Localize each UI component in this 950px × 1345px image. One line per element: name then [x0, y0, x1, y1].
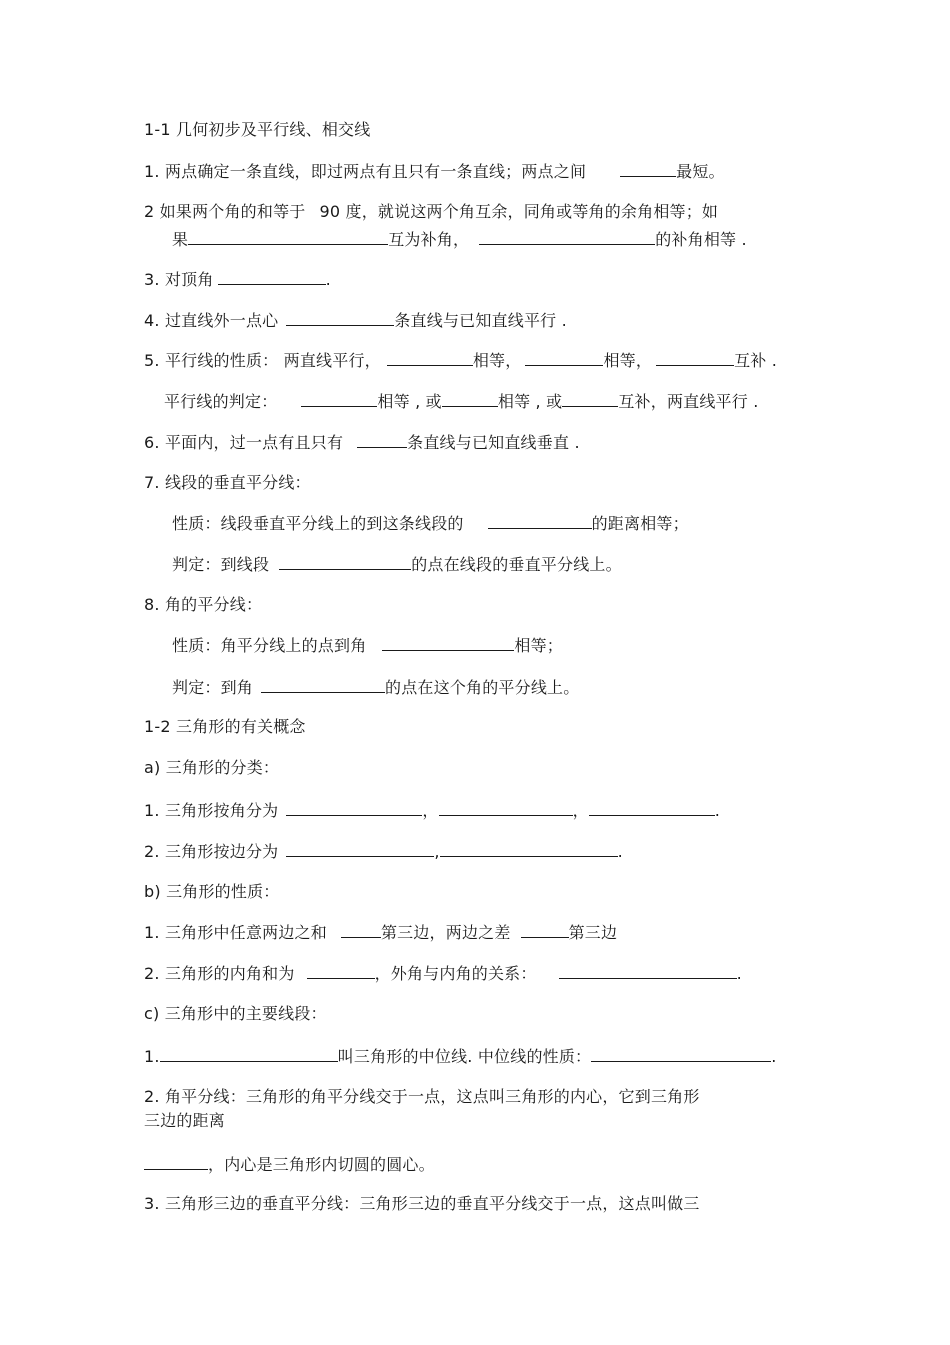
- blank-field[interactable]: [656, 350, 734, 366]
- item-5-text-b: 相等，: [472, 351, 522, 370]
- blank-field[interactable]: [261, 677, 385, 693]
- item-5b-text-c: 相等 , 或: [497, 392, 563, 411]
- blank-field[interactable]: [562, 391, 618, 407]
- subsection-c: c) 三角形中的主要线段：: [144, 1004, 327, 1023]
- item-b2-text: 2. 三角形的内角和为: [144, 964, 295, 983]
- item-c3: 3. 三角形三边的垂直平分线：三角形三边的垂直平分线交于一点，这点叫做三: [144, 1194, 700, 1213]
- blank-field[interactable]: [559, 963, 737, 979]
- item-4: [144, 310, 567, 331]
- item-8a-text: 性质：角平分线上的点到角: [172, 636, 367, 655]
- item-b1: [144, 922, 617, 943]
- blank-field[interactable]: [357, 432, 407, 448]
- item-8-judgement: [172, 677, 579, 698]
- blank-field[interactable]: [144, 1154, 208, 1170]
- item-b1-text-b: 第三边，两边之差: [380, 923, 511, 942]
- item-2-text-e: 的补角相等 .: [655, 230, 747, 249]
- item-a2-sep: ,: [434, 842, 440, 861]
- item-a1-end: .: [714, 801, 721, 820]
- blank-field[interactable]: [286, 800, 422, 816]
- item-5: [144, 350, 777, 371]
- item-b2-end: .: [736, 964, 742, 983]
- item-3: [144, 269, 331, 290]
- item-c1-num: 1.: [144, 1047, 160, 1066]
- item-b2: [144, 963, 742, 984]
- blank-field[interactable]: [218, 269, 326, 285]
- item-c1: [144, 1046, 777, 1067]
- blank-field[interactable]: [286, 841, 434, 857]
- item-5b-text-b: 相等 , 或: [377, 392, 442, 411]
- item-1: [144, 161, 725, 182]
- blank-field[interactable]: [620, 161, 676, 177]
- item-7: 7. 线段的垂直平分线：: [144, 473, 311, 492]
- item-c1-end: .: [771, 1047, 777, 1066]
- item-b1-end: 第三边: [568, 923, 618, 942]
- item-8: 8. 角的平分线：: [144, 595, 263, 614]
- item-5-text: 5. 平行线的性质： 两直线平行，: [144, 351, 381, 370]
- blank-field[interactable]: [442, 391, 498, 407]
- item-2-text: 2 如果两个角的和等于: [144, 202, 306, 221]
- blank-field[interactable]: [160, 1046, 338, 1062]
- subsection-b: b) 三角形的性质：: [144, 882, 280, 901]
- item-a1-sep-2: ，: [572, 801, 589, 820]
- item-b2-text-b: ，外角与内角的关系：: [374, 964, 537, 983]
- item-4-end: 条直线与已知直线平行 .: [394, 311, 567, 330]
- item-6: [144, 432, 580, 453]
- item-a1-text: 1. 三角形按角分为: [144, 801, 279, 820]
- item-7b-text: 判定：到线段: [172, 555, 270, 574]
- item-6-text: 6. 平面内，过一点有且只有: [144, 433, 344, 452]
- blank-field[interactable]: [341, 922, 381, 938]
- item-8-property: [172, 635, 563, 656]
- item-5-text-d: 互补 .: [734, 351, 778, 370]
- item-2-text-c: 果: [172, 230, 189, 249]
- item-5b-text: 平行线的判定：: [164, 392, 278, 411]
- item-7a-text: 性质：线段垂直平分线上的到这条线段的: [172, 514, 464, 533]
- blank-field[interactable]: [479, 229, 655, 245]
- blank-field[interactable]: [387, 350, 473, 366]
- section-title-1-1: 1-1 几何初步及平行线、相交线: [144, 120, 371, 139]
- item-6-end: 条直线与已知直线垂直 .: [407, 433, 580, 452]
- blank-field[interactable]: [488, 513, 592, 529]
- item-2-text-d: 互为补角，: [388, 230, 470, 249]
- blank-field[interactable]: [286, 310, 394, 326]
- section-title-1-2: 1-2 三角形的有关概念: [144, 717, 306, 736]
- item-3-text: 3. 对顶角: [144, 270, 214, 289]
- item-7-judgement: [172, 554, 622, 575]
- item-7b-end: 的点在线段的垂直平分线上。: [411, 555, 622, 574]
- blank-field[interactable]: [301, 391, 377, 407]
- item-7-property: [172, 513, 689, 534]
- subsection-a: a) 三角形的分类：: [144, 758, 280, 777]
- blank-field[interactable]: [591, 1046, 771, 1062]
- item-1-end: 最短。: [676, 162, 725, 181]
- blank-field[interactable]: [589, 800, 715, 816]
- item-c2-line-1: 2. 角平分线：三角形的角平分线交于一点，这点叫三角形的内心，它到三角形: [144, 1087, 700, 1106]
- item-2-line-2: [172, 229, 747, 250]
- item-c1-text: 叫三角形的中位线. 中位线的性质：: [337, 1047, 592, 1066]
- item-7a-end: 的距离相等；: [591, 514, 689, 533]
- item-5-judgement: [164, 391, 759, 412]
- item-2-line-1: [144, 202, 718, 222]
- item-5b-text-d: 互补，两直线平行 .: [618, 392, 759, 411]
- item-5-text-c: 相等，: [603, 351, 653, 370]
- item-a2-end: .: [617, 842, 623, 861]
- blank-field[interactable]: [439, 800, 573, 816]
- item-8b-text: 判定：到角: [172, 678, 254, 697]
- blank-field[interactable]: [382, 635, 514, 651]
- blank-field[interactable]: [188, 229, 388, 245]
- item-8b-end: 的点在这个角的平分线上。: [385, 678, 580, 697]
- blank-field[interactable]: [521, 922, 569, 938]
- item-3-end: .: [325, 270, 331, 289]
- blank-field[interactable]: [440, 841, 618, 857]
- item-a1: [144, 800, 720, 821]
- blank-field[interactable]: [279, 554, 411, 570]
- blank-field[interactable]: [525, 350, 603, 366]
- item-4-text: 4. 过直线外一点心: [144, 311, 279, 330]
- item-8a-end: 相等；: [514, 636, 564, 655]
- blank-field[interactable]: [307, 963, 375, 979]
- item-1-text: 1. 两点确定一条直线，即过两点有且只有一条直线；两点之间: [144, 162, 587, 181]
- item-a1-sep: ，: [422, 801, 439, 820]
- item-c2-line-3: [144, 1154, 435, 1175]
- item-a2-text: 2. 三角形按边分为: [144, 842, 279, 861]
- item-b1-text: 1. 三角形中任意两边之和: [144, 923, 327, 942]
- item-c2-line-2: 三边的距离: [144, 1111, 226, 1130]
- item-c2-end: ，内心是三角形内切圆的圆心。: [208, 1155, 435, 1174]
- item-2-text-b: 90 度，就说这两个角互余，同角或等角的余角相等；如: [319, 202, 719, 221]
- item-a2: [144, 841, 623, 862]
